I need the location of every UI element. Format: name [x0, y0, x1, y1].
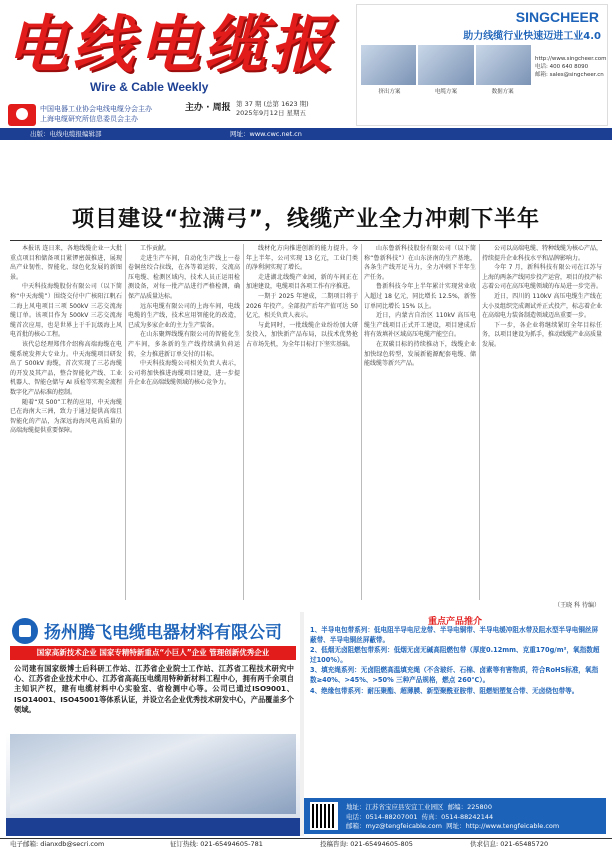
footer-email: 电子邮箱: dianxdb@secri.com	[10, 840, 105, 848]
paragraph: 在山东聚辉线缆有限公司的智能化生产车间，多条新的生产线持续满负荷运转，全力推进新订单交付的目标。	[128, 331, 240, 358]
tengfei-intro: 公司建有国家级博士后科研工作站、江苏省企业院士工作站、江苏省工程技术研究中心、江苏省企业技术中心、江苏省高高压电缆用特种新材料工程中心，拥有两千余项自主知识产权，建有电缆材料中心实验室、省检测中心等。公司已通过ISO9001、ISO14001、ISO45001等体系认证，并设立名企业优秀技术研发中心，产品覆盖多个领域。	[14, 664, 294, 714]
ad-product-images	[361, 45, 531, 85]
product-item: 2、低烟无卤阻燃包带系列：低烟无卤无碱高阻燃包带（厚度0.12mm、克重170g/m²，氧指数超过100%）。	[310, 646, 600, 664]
footer-contribute: 投稿咨询: 021-65494605-805	[320, 840, 413, 848]
headline-divider	[10, 240, 602, 241]
tengfei-contact	[346, 803, 602, 832]
tengfei-ad[interactable]	[6, 612, 606, 836]
paragraph: 走进湖北线缆产业园，新的车间正在加速建设，电缆项目各项工作有序推进。	[246, 273, 358, 291]
article-column-2	[128, 244, 240, 600]
organizer-2: 上海电缆研究所信息委员会	[40, 115, 124, 123]
cable-image	[418, 45, 473, 85]
column-divider	[125, 244, 126, 600]
ad-bottom-strip	[6, 818, 300, 836]
ad-captions	[361, 87, 531, 95]
paragraph: 中天科技海缆公司相关负责人表示，公司将加快推进海缆项目建设，进一步提升企业在高端线缆领域的核心竞争力。	[128, 360, 240, 387]
publisher-label: 出版：电线电缆报编辑部	[30, 130, 102, 138]
paragraph: 远东电缆有限公司的上海车间，电线电缆的生产线，技术应用智能化的改造，已成为多家企业的主力生产装备。	[128, 302, 240, 329]
page-footer	[0, 838, 612, 850]
paragraph: 鲁新科技今年上半年累计实现营业收入超过 18 亿元，同比增长 12.5%，新签订单同比增长 15% 以上。	[364, 283, 476, 310]
newspaper-title-en: Wire & Cable Weekly	[90, 80, 209, 94]
column-divider	[243, 244, 244, 600]
data-image	[476, 45, 531, 85]
article-column-4	[364, 244, 476, 600]
newspaper-title: 电线电缆报	[6, 8, 337, 81]
singcheer-email[interactable]: 邮箱: sales@singcheer.cn	[535, 72, 604, 78]
paragraph: 线材化方向推进创新的能力提升。今年上半年，公司实现 13 亿元，工业门类的净利润实现了增长。	[246, 245, 358, 272]
paragraph: 与此同时，一批线缆企业纷纷加大研发投入，加快新产品布局，以技术优势抢占市场先机，为全年目标打下坚实基础。	[246, 321, 358, 348]
paragraph: 走进生产车间，自动化生产线上一卷卷铜丝绞合拉线，在各等着运转，交流高压电缆、检测区域内，技术人员正运用检测设备，对每一批产品进行严格检测，确保产品质量达标。	[128, 254, 240, 300]
products-title: 重点产品推介	[427, 617, 482, 627]
tengfei-honors: 国家高新技术企业 国家专精特新重点“小巨人”企业 管理创新优秀企业	[10, 646, 296, 660]
qr-code-icon[interactable]	[310, 802, 338, 830]
tengfei-ad-right	[304, 612, 606, 836]
org-logo-icon	[8, 104, 36, 126]
paragraph: 近日，四川的 110kV 高压电缆生产线在大小及组织完成调试并正式投产，标志着企业在高端电力装备制造领域迈出重要一步。	[482, 292, 602, 320]
caption-extrusion: 挤出方案	[378, 89, 401, 95]
footer-subscribe: 征订热线: 021-65494605-781	[170, 840, 263, 848]
paragraph: 该代总经理郑伟介绍称高端海缆在电缆系统发挥大专业力。中天海缆项目研发出了 500kV 海缆，首次实现了三芯海缆的开发及其产品，整合智能化产线、工业机器人、智能仓储与 AI 质检等实现全流程数字化产品标准的控制。	[10, 340, 122, 396]
tengfei-logo-icon	[12, 618, 38, 644]
article-column-5	[482, 244, 602, 600]
singcheer-url[interactable]: http://www.singcheer.com	[535, 56, 607, 62]
issue-number: 第 37 期 (总第 1623 期)	[236, 100, 309, 108]
paragraph: 今年 7 月，新科科技有限公司在江苏与上海的两条产线同步投产运营，项目的投产标志着公司在高压电缆领域的布局进一步完善。	[482, 264, 602, 291]
product-item: 3、填充绳系列：无卤阻燃高温填充绳（不含玻纤、石棉、卤素等有害物质，符合RoHS标准，氧指数≥40%、>45%、>50% 三种产品规格，燃点 260℃）。	[310, 666, 599, 684]
tengfei-address: 地址：江苏省宝应县安宜工业园区	[346, 803, 444, 811]
column-divider	[361, 244, 362, 600]
tengfei-postcode: 邮编：225800	[447, 803, 492, 811]
paragraph: 山东鲁新科技股份有限公司（以下简称“鲁新科技”）在山东济南的生产基地，各条生产线开足马力，全力冲刺下半年生产任务。	[364, 245, 476, 281]
masthead	[0, 0, 612, 205]
tengfei-fax: 传真：0514-88242144	[421, 812, 494, 821]
tengfei-web[interactable]: 网址：http://www.tengfeicable.com	[446, 822, 560, 830]
tengfei-tel: 电话：0514-88207001	[346, 812, 418, 821]
tengfei-ad-left	[6, 612, 300, 836]
tengfei-contact-bar	[304, 798, 606, 834]
paragraph: 中天科技海缆股份有限公司（以下简称“中天海缆”）围绕交付中广核阳江帆石二海上风电项目三项 500kV 三芯交流海缆订单。该项目作为 500kV 三芯交流海缆首次应用，也是世界上于千瓦级海上风电首批的核心工程。	[10, 283, 122, 339]
organizer-1-role: 主办	[138, 105, 152, 113]
paragraph: 随着“双 500”工程的应用，中天海缆已在海南大三洲，致力于通过提供高端且智能化的产品，为深远海海风电高质量的高端海缆提供重要保障。	[10, 398, 122, 435]
organizer-lines	[40, 104, 180, 124]
issue-info	[236, 100, 346, 118]
column-divider	[479, 244, 480, 600]
product-item: 4、绝缘包带系列：耐压聚酯、超薄膜、新型聚酰亚胺带、阻燃铝塑复合带、无卤绕包带等。	[310, 686, 579, 695]
article-column-3	[246, 244, 358, 600]
paragraph: 公司以高端电缆、特种线缆为核心产品，持续提升企业科技水平和品牌影响力。	[482, 245, 602, 262]
caption-cable: 电缆方案	[435, 89, 458, 95]
paragraph: 下一步，各企业将继续紧盯全年目标任务，以项目建设为抓手，推动线缆产业高质量发展。	[482, 321, 602, 348]
headline: 项目建设“拉满弓”，线缆产业全力冲刺下半年	[72, 207, 540, 232]
singcheer-ad[interactable]	[356, 4, 608, 126]
website-link[interactable]: 网址：www.cwc.net.cn	[230, 130, 302, 138]
paragraph: 工作贡献。	[140, 245, 171, 252]
singcheer-slogan: 助力线缆行业快速迈进工业4.0	[463, 31, 601, 42]
issue-date: 2025年9月12日 星期五	[236, 109, 307, 117]
extrusion-image	[361, 45, 416, 85]
organizer-1: 中国电器工业协会电线电缆分会	[40, 105, 138, 113]
product-list	[310, 626, 602, 697]
paragraph: 近日，内蒙古自治区 110kV 高压电缆生产线项目正式开工建设，项目建成后将有效填补区域高压电缆产能空白。	[364, 312, 476, 339]
factory-image	[10, 734, 296, 814]
publisher-bar	[0, 128, 612, 140]
singcheer-contact	[535, 55, 607, 79]
organizer-2-role: 主办	[124, 115, 138, 123]
caption-data: 数据方案	[491, 89, 514, 95]
footer-advertise: 供求信息: 021-65485720	[470, 840, 549, 848]
paragraph: 一期于 2025 年建成，二期项目将于 2026 年投产。全部投产后年产值可达 50 亿元，相关负责人表示。	[246, 292, 358, 320]
paragraph: 本报讯 连日来，各地线缆企业一大批重点项目和储备项目紧锣密鼓推进，展现出产业韧性、智能化、绿色化发展的新图景。	[10, 245, 122, 281]
editor-note: （王晓 科 待编）	[554, 602, 600, 609]
singcheer-brand: SINGCHEER	[515, 9, 599, 25]
article-column-1	[10, 244, 122, 600]
product-item: 1、半导电包带系列：低电阻半导电尼龙带、半导电铜带、半导电缓冲阻水带及阻水型半导电铜丝屏蔽带、半导电铜丝屏蔽带。	[310, 626, 599, 644]
frequency-label: 主办 · 周报	[185, 103, 231, 113]
tengfei-company-name: 扬州腾飞电缆电器材料有限公司	[44, 623, 282, 643]
tengfei-email[interactable]: 邮箱：myz@tengfeicable.com	[346, 822, 442, 830]
singcheer-phone: 电话: 400 640 8090	[535, 64, 589, 70]
paragraph: 在双碳目标的持续推动下，线缆企业加快绿色转型，发展新能源配套电缆、储能线缆等新兴产品。	[364, 340, 476, 368]
